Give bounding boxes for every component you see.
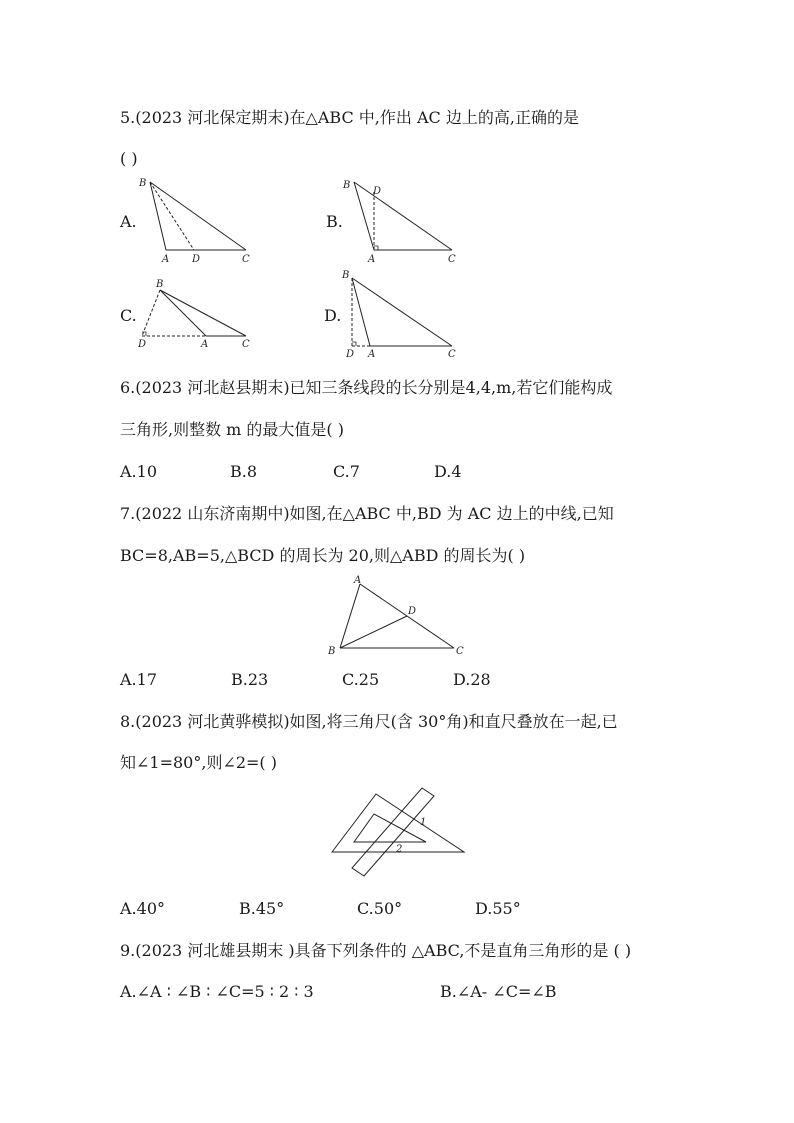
q8-option-c: C.50°: [357, 899, 403, 918]
q7-stem-line1: 7.(2022 山东济南期中)如图,在△ABC 中,BD 为 AC 边上的中线,已知: [120, 504, 614, 523]
q5c-point-c: C: [242, 339, 250, 350]
q5a-point-b: B: [139, 178, 147, 189]
q6-option-c: C.7: [333, 462, 360, 481]
q8-angle-2-label: 2: [396, 844, 403, 855]
q5b-point-d: D: [373, 186, 382, 197]
q5-figure-a: [136, 176, 260, 268]
q5-option-d-label: D.: [324, 306, 342, 325]
q9-stem: 9.(2023 河北雄县期末 )具备下列条件的 △ABC,不是直角三角形的是 ( ): [120, 941, 632, 960]
q7-stem-line2: BC=8,AB=5,△BCD 的周长为 20,则△ABD 的周长为( ): [120, 546, 526, 565]
q5-option-b-label: B.: [326, 212, 343, 231]
q9-option-a: A.∠A ∶ ∠B ∶ ∠C=5 ∶ 2 ∶ 3: [120, 982, 314, 1001]
q5c-point-a: A: [201, 339, 209, 350]
q6-stem-line1: 6.(2023 河北赵县期末)已知三条线段的长分别是4,4,m,若它们能构成: [120, 378, 613, 397]
q5b-point-b: B: [343, 180, 351, 191]
q6-stem-line2: 三角形,则整数 m 的最大值是( ): [120, 420, 345, 439]
q6-option-d: D.4: [434, 462, 462, 481]
q7-option-a: A.17: [120, 670, 157, 689]
q5c-point-d: D: [138, 339, 147, 350]
q5a-point-c: C: [242, 254, 250, 265]
q7-option-c: C.25: [342, 670, 380, 689]
q5d-point-d: D: [346, 349, 355, 360]
q9-option-b: B.∠A- ∠C=∠B: [440, 982, 557, 1001]
q8-stem-line2: 知∠1=80°,则∠2=( ): [120, 753, 278, 772]
q8-angle-1-label: 1: [420, 817, 427, 828]
q8-ruler-triangle-figure: [326, 782, 470, 882]
q5b-point-a: A: [368, 254, 376, 265]
q5b-point-c: C: [448, 254, 456, 265]
q5d-point-a: A: [368, 349, 376, 360]
q7-triangle-figure: [322, 572, 472, 662]
q7-option-d: D.28: [453, 670, 491, 689]
q7-point-c: C: [456, 646, 464, 657]
q5-option-a-label: A.: [120, 212, 137, 231]
q5d-point-b: B: [342, 270, 350, 281]
q5-answer-bracket: ( ): [120, 149, 138, 168]
q5-figure-d: [340, 266, 464, 362]
q7-point-b: B: [328, 646, 336, 657]
q5-figure-c: [134, 276, 258, 352]
q7-point-a: A: [354, 575, 362, 586]
q5-option-c-label: C.: [120, 306, 137, 325]
q5-stem: 5.(2023 河北保定期末)在△ABC 中,作出 AC 边上的高,正确的是: [120, 108, 579, 127]
q6-option-a: A.10: [120, 462, 157, 481]
q7-option-b: B.23: [231, 670, 269, 689]
q7-point-d: D: [408, 606, 417, 617]
q8-stem-line1: 8.(2023 河北黄骅模拟)如图,将三角尺(含 30°角)和直尺叠放在一起,已: [120, 712, 618, 731]
q5c-point-b: B: [156, 279, 164, 290]
q5d-point-c: C: [448, 349, 456, 360]
q8-option-a: A.40°: [120, 899, 165, 918]
q6-option-b: B.8: [230, 462, 258, 481]
q5a-point-d: D: [192, 254, 201, 265]
q5-figure-b: [340, 176, 464, 268]
q8-option-b: B.45°: [239, 899, 285, 918]
q8-option-d: D.55°: [475, 899, 521, 918]
q5a-point-a: A: [162, 254, 170, 265]
